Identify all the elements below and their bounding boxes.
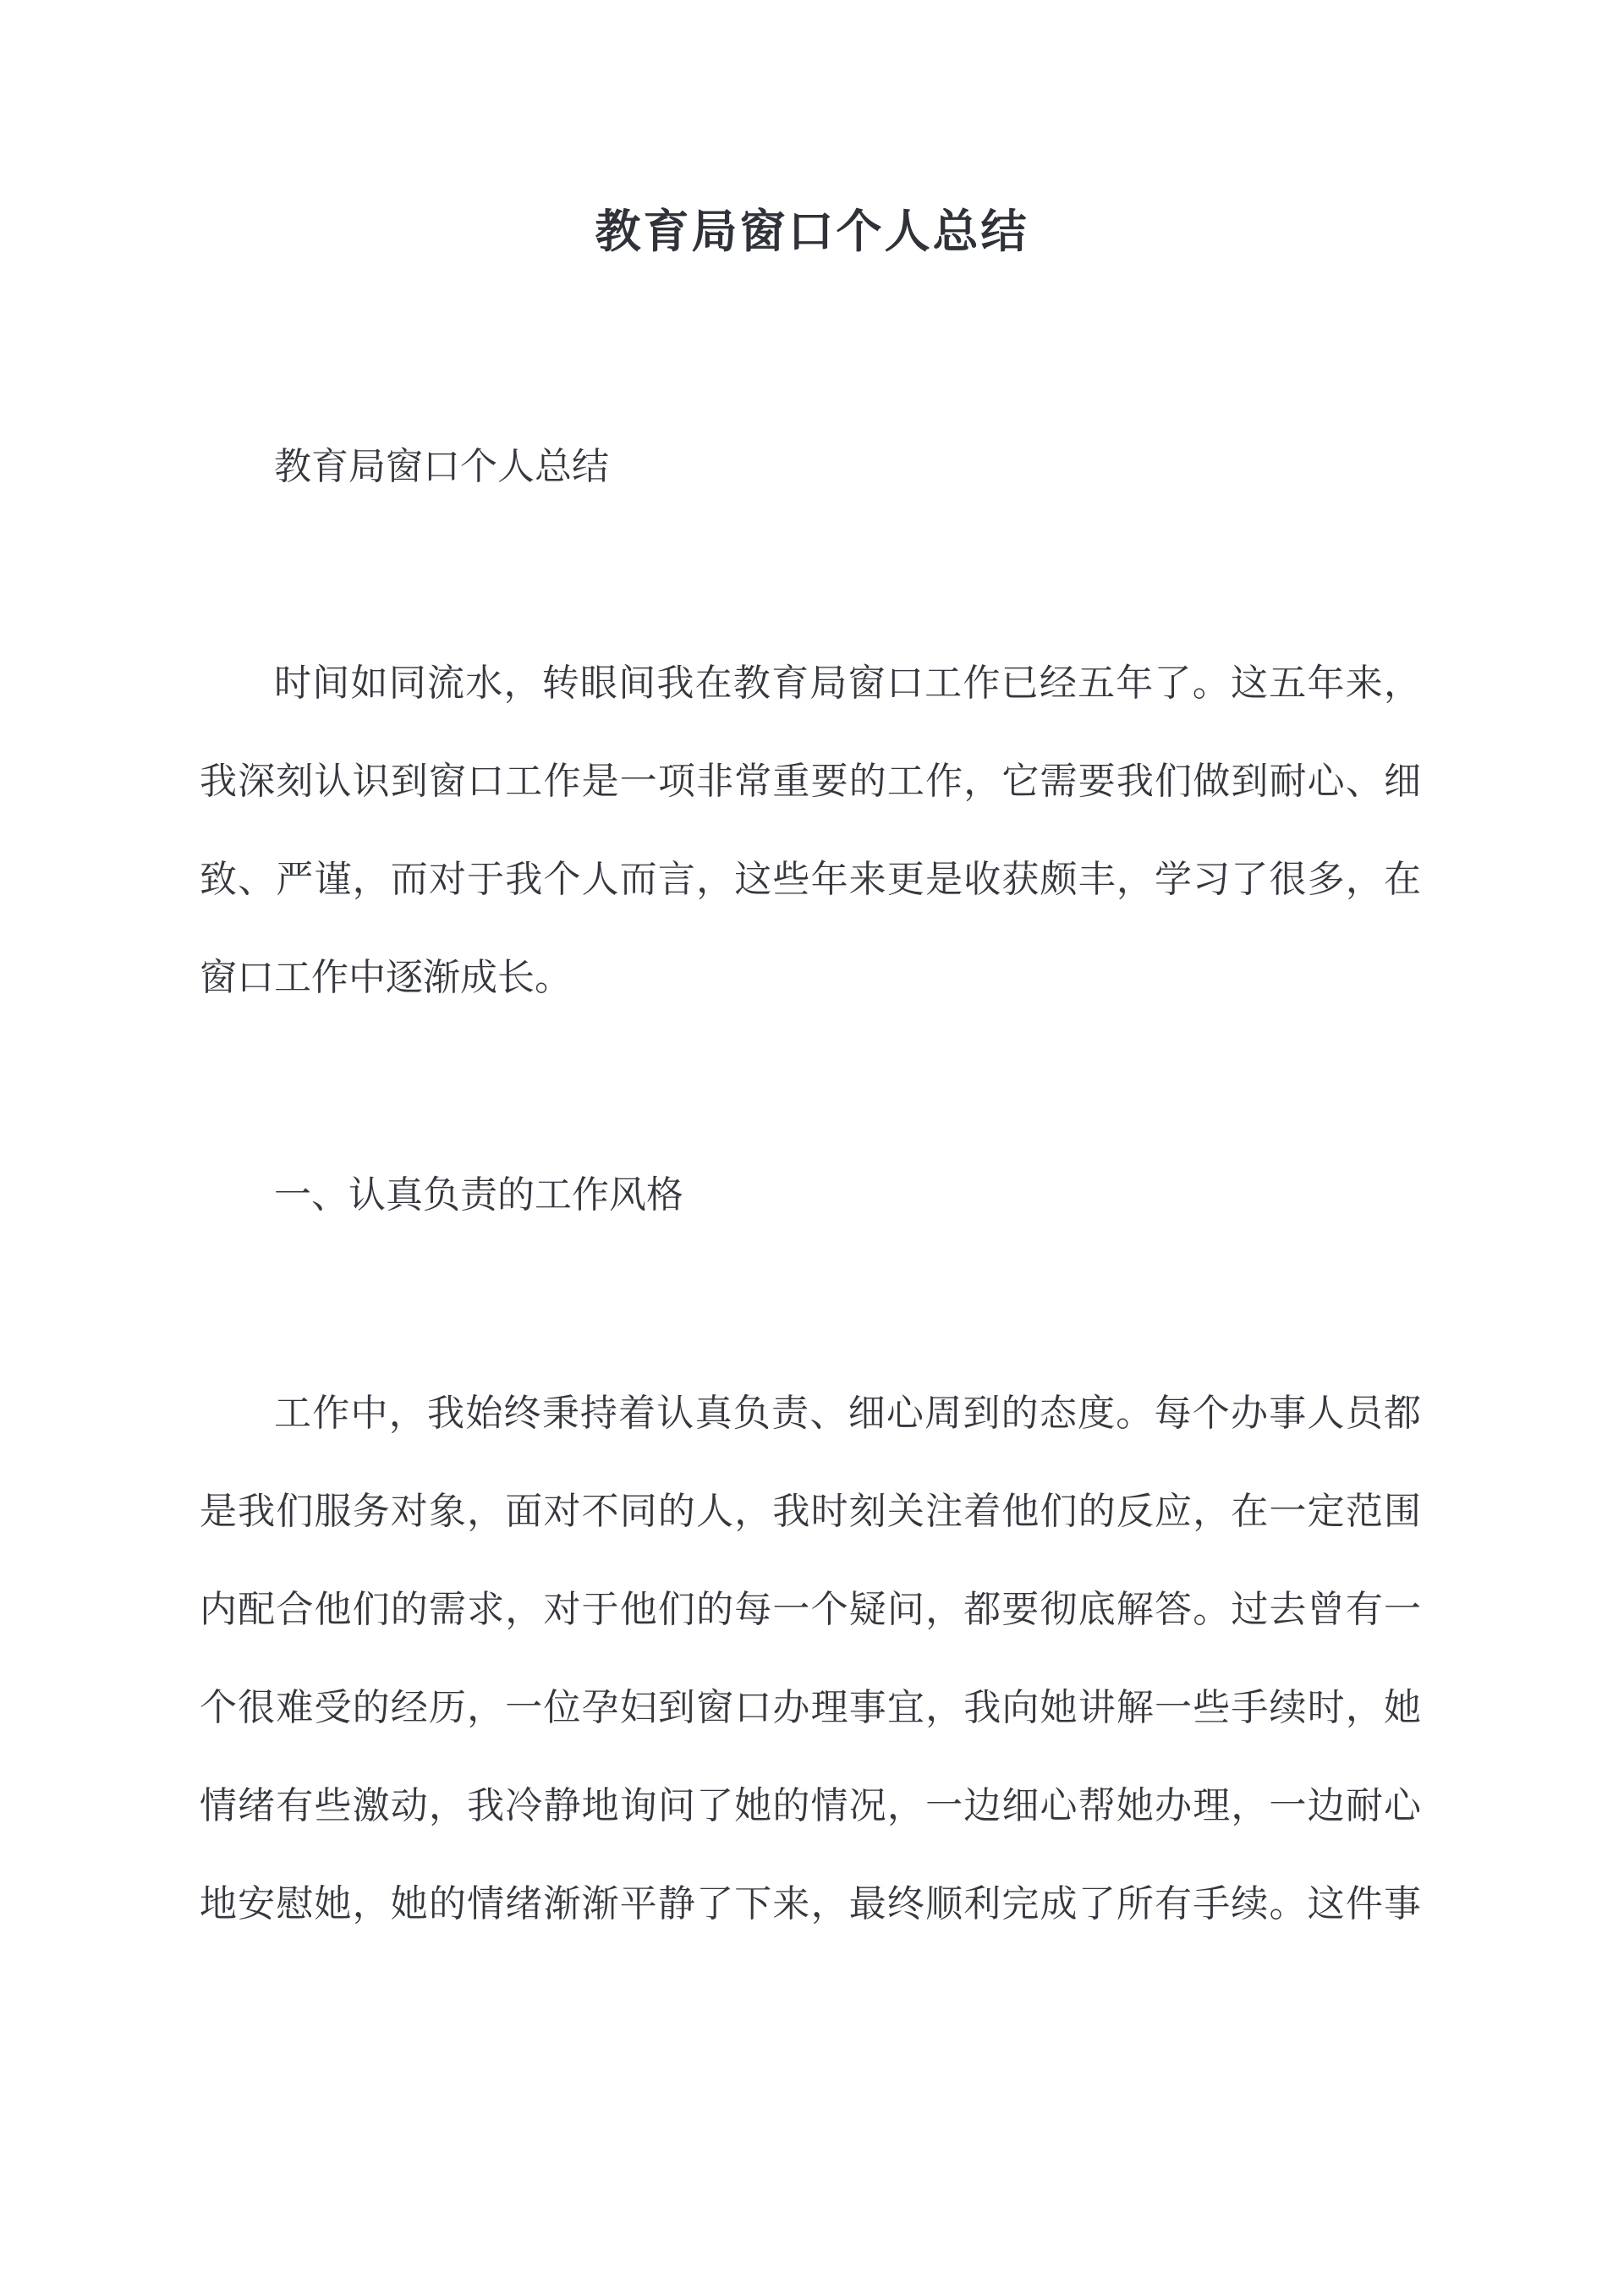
document-title: 教育局窗口个人总结 bbox=[595, 204, 1029, 258]
paragraph-line: 时间如同流水，转眼间我在教育局窗口工作已经五年了。这五年来， bbox=[274, 662, 1421, 705]
paragraph-line: 内配合他们的需求，对于他们的每一个疑问，都要彻底解答。过去曾有一 bbox=[200, 1588, 1421, 1631]
paragraph-line: 致、严谨，而对于我个人而言，这些年来更是收获颇丰，学习了很多，在 bbox=[200, 858, 1421, 901]
paragraph-line: 情绪有些激动，我冷静地询问了她的情况，一边细心帮她办理，一边耐心 bbox=[200, 1784, 1421, 1827]
paragraph-intro bbox=[200, 634, 1421, 1027]
paragraph-line: 个很难受的经历，一位孕妇到窗口办理事宜，我向她讲解一些手续时，她 bbox=[200, 1686, 1421, 1729]
paragraph-line: 地安慰她，她的情绪渐渐平静了下来，最终顺利完成了所有手续。这件事 bbox=[200, 1882, 1421, 1925]
subtitle-text: 教育局窗口个人总结 bbox=[274, 445, 609, 488]
document-subtitle bbox=[200, 418, 1421, 516]
paragraph-line: 窗口工作中逐渐成长。 bbox=[200, 956, 572, 999]
paragraph-line: 我深刻认识到窗口工作是一项非常重要的工作，它需要我们做到耐心、细 bbox=[200, 760, 1421, 803]
section-heading-text: 一、认真负责的工作风格 bbox=[274, 1173, 683, 1217]
paragraph-line: 是我们服务对象，面对不同的人，我时刻关注着他们的反应，在一定范围 bbox=[200, 1490, 1421, 1533]
section-heading bbox=[200, 1146, 1421, 1244]
paragraph-work-style bbox=[200, 1365, 1421, 1953]
paragraph-line: 工作中，我始终秉持着认真负责、细心周到的态度。每个办事人员都 bbox=[274, 1392, 1421, 1435]
